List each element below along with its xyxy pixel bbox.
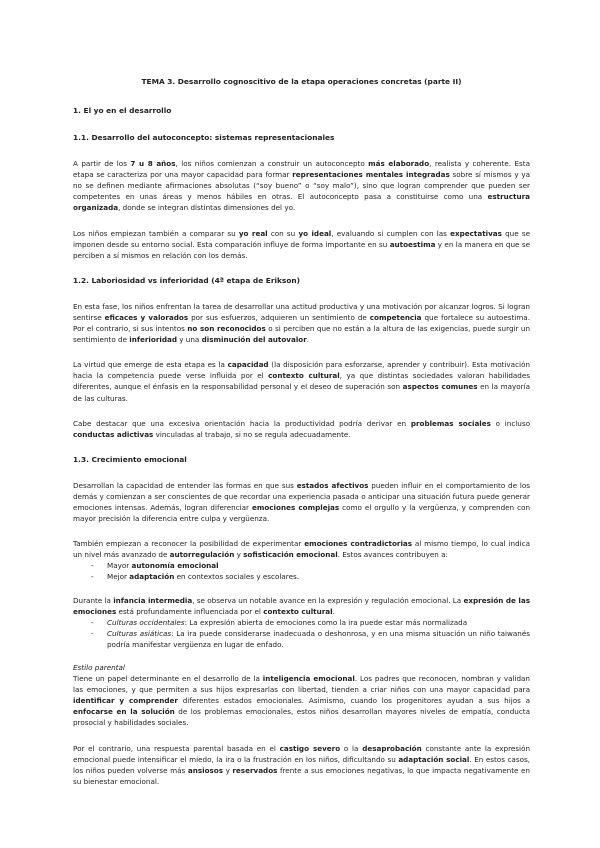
text-run: También empiezan a reconocer la posibilidad de experimentar [73,539,305,549]
bold-text: eficaces y valorados [104,312,189,322]
bold-text: yo real [238,228,268,238]
document-title: TEMA 3. Desarrollo cognoscitivo de la etapa operaciones concretas (parte II) [141,77,462,86]
text-run: por sus esfuerzos, adquieren un sentimiento de [188,312,370,322]
bold-text: sofisticación emocional [243,550,338,560]
italic-text: Culturas asiáticas [107,628,172,638]
text-run: Los niños empiezan también a comparar su [73,228,239,238]
bold-text: identificar y comprender [73,696,178,706]
bold-text: ansiosos [187,765,224,775]
bold-text: autorregulación [169,550,235,560]
text-run: . En estos casos, los niños pueden volverse más [73,754,531,775]
bold-text: castigo severo [279,743,341,753]
paragraph [73,743,530,787]
text-run: A partir de los [73,159,131,169]
text-run: Por el contrario, una respuesta parental basada en el [73,743,280,753]
bold-text: adaptación social [398,754,470,764]
text-run: y [234,550,244,560]
text-run: o la [340,743,363,753]
text-run: , se observa un notable avance en la expresión y regulación emocional. La [192,595,464,605]
text-run: , los niños comienzan a construir un autoconcepto [175,159,369,169]
bold-text: reservados [232,765,278,775]
bold-text: no son reconocidos [187,324,266,334]
text-run: : La ira puede considerarse inadecuada o deshonrosa, y en una misma situación un niño taiwanés podría manifestar vergüenza en lugar de enfado. [107,628,530,649]
list-item [91,560,530,571]
text-run: pueden influir en el comportamiento de los demás y comienzan a ser conscientes de que recordar una experiencia pasada o anticipar una situación futura puede generar emociones intensas. Además, logran diferenciar [73,480,530,512]
list-item [91,617,530,628]
bold-text: inteligencia emocional [262,674,355,684]
list-item [91,571,530,582]
bold-text: problemas sociales [410,418,491,428]
text-run: que se imponen desde su entorno social. Esta comparación influye de forma importante en su [73,228,531,249]
bold-text: estructura organizada [73,192,530,213]
bold-text: 7 u 8 años [130,159,176,169]
text-run: al mismo tiempo, lo cual indica un nivel más avanzado de [73,539,531,560]
paragraph [73,228,530,261]
italic-text: Culturas occidentales [107,617,185,627]
bold-text: capacidad [227,360,269,370]
bold-text: representaciones mentales integradas [292,170,450,180]
paragraph [73,595,530,617]
paragraph [73,301,530,345]
text-run: diferentes estados emocionales. Asimismo, cuando los progenitores ayudan a sus hijos a [177,696,530,706]
bold-text: expectativas [450,228,502,238]
subheading-italic: Estilo parental [73,663,125,672]
text-run: con su [267,228,299,238]
text-run: y [223,765,233,775]
bold-text: inferioridad [129,335,177,345]
text-run: : La expresión abierta de emociones como la ira puede estar más normalizada [184,617,468,627]
text-run: Desarrollan la capacidad de entender las formas en que sus [73,480,297,490]
text-run: Mayor [107,561,132,571]
bold-text: más elaborado [368,159,430,169]
bold-text: conductas adictivas [73,429,154,439]
text-run: está profundamente influenciada por el [116,606,264,616]
text-run: . [332,606,335,616]
text-run: vinculadas al trabajo, si no se regula adecuadamente. [153,429,351,439]
subsection-heading-1-2: 1.2. Laboriosidad vs inferioridad (4ª etapa de Erikson) [73,275,301,285]
text-run: frente a sus emociones negativas, lo que impacta negativamente en su bienestar emocional. [73,765,530,786]
paragraph [73,538,530,560]
bold-text: contexto cultural [263,606,333,616]
text-run: o incluso [490,418,530,428]
text-run: , donde se integran distintas dimensiones del yo. [118,203,296,213]
text-run: Durante la [73,595,114,605]
bold-text: contexto cultural [268,371,340,381]
text-run: como el orgullo y la vergüenza, y comprenden con mayor precisión la diferencia entre culpa y vergüenza. [73,502,530,524]
bold-text: estados afectivos [296,480,369,490]
list-item [91,628,530,650]
bold-text: expresión de las emociones [73,595,530,616]
text-run: La virtud que emerge de esta etapa es la [73,360,228,370]
text-run: en la mayoría de las culturas. [73,382,530,403]
paragraph [73,480,530,524]
text-run: de los problemas emocionales, estos niños desarrollan mayores niveles de empatía, conducta prosocial y habilidades sociales. [73,707,530,728]
text-run: En esta fase, los niños enfrentan la tarea de desarrollar una actitud productiva y una motivación por alcanzar logros. Si logran sentirse [73,301,530,322]
text-run: Cabe destacar que una excesiva orientación hacia la productividad podría derivar en [73,418,411,428]
text-run: . Los padres que reconocen, nombran y validan las emociones, y que permiten a sus hijos expresarlas con libertad, tienden a criar niños con una mayor capacidad para [73,674,530,695]
section-heading-1: 1. El yo en el desarrollo [73,106,172,116]
text-run: (la disposición para esforzarse, aprender y contribuir). Esta motivación hacia la competencia puede verse influida por el [73,360,530,381]
bullet-list [73,617,530,650]
text-run: o si perciben que no están a la altura de las exigencias, puede surgir un sentimiento de [73,324,531,345]
text-run: y una [176,335,202,345]
bold-text: infancia intermedia [113,595,193,605]
bold-text: competencia [369,312,422,322]
bold-text: autonomía emocional [131,561,219,571]
bold-text: aspectos comunes [402,382,478,392]
subsection-heading-1-1: 1.1. Desarrollo del autoconcepto: sistemas representacionales [73,133,335,143]
bold-text: adaptación [129,572,175,582]
text-run: , ya que distintas sociedades valoran habilidades diferentes, aunque el énfasis en la responsabilidad personal y el deseo de superación son [73,371,531,392]
bold-text: autoestima [389,239,436,249]
bold-text: emociones complejas [251,502,340,512]
text-run: sobre sí mismos y ya no se definen mediante afirmaciones absolutas (“soy bueno” o “soy malo”), sino que logran comprender que pueden ser competentes en unas áreas y menos hábiles en otras. El autoconcepto pasa a constituirse como una [73,170,530,202]
paragraph [73,158,530,213]
paragraph [73,418,530,440]
text-run: . Estos avances contribuyen a: [337,550,448,560]
bold-text: enfocarse en la solución [73,707,175,717]
bold-text: desaprobación [362,743,422,753]
bold-text: disminución del autovalor [201,335,307,345]
text-run: , evaluando si cumplen con las [331,228,451,238]
text-run: , realista y coherente. Esta etapa se caracteriza por una mayor capacidad para formar [73,159,531,180]
bullet-list [73,560,530,582]
paragraph [73,359,530,403]
subsection-heading-1-3: 1.3. Crecimiento emocional [73,454,187,464]
text-run: que fortalece su autoestima. Por el contrario, si sus intentos [73,312,530,334]
text-run: . [306,335,310,345]
bold-text: yo ideal [298,228,332,238]
text-run: Mejor [107,572,130,582]
text-run: en contextos sociales y escolares. [174,572,300,582]
text-run: y en la manera en que se perciben a sí mismos en relación con los demás. [73,239,530,260]
paragraph [73,673,530,728]
text-run: constante ante la expresión emocional puede intensificar el miedo, la ira o la frustración en los niños, dificultando su [73,743,530,764]
text-run: Tiene un papel determinante en el desarrollo de la [73,674,263,684]
bold-text: emociones contradictorias [304,539,413,549]
